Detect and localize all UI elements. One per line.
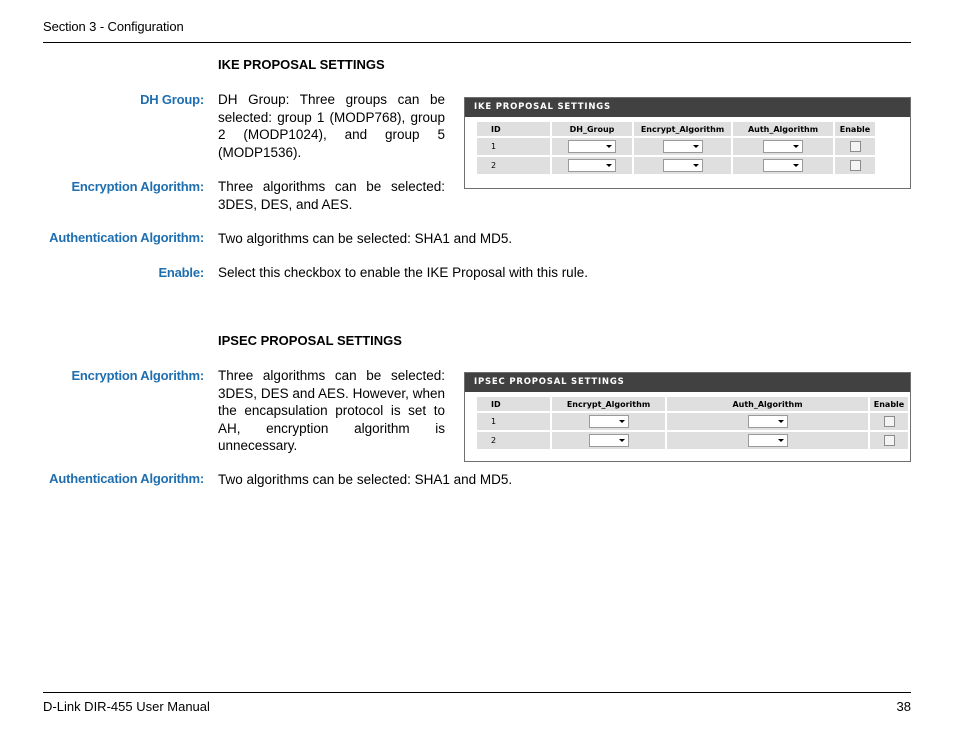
row-id: 2: [477, 432, 550, 449]
chevron-down-icon: [778, 439, 784, 442]
footer-rule: [43, 692, 911, 693]
chevron-down-icon: [619, 439, 625, 442]
col-dh-group: DH_Group: [552, 122, 632, 136]
ike-authentication-label: Authentication Algorithm:: [49, 230, 204, 245]
page-number: 38: [896, 699, 911, 714]
ipsec-authentication-label: Authentication Algorithm:: [49, 471, 204, 486]
ike-proposal-panel: [464, 97, 911, 189]
col-auth-algorithm: Auth_Algorithm: [733, 122, 833, 136]
col-encrypt-algorithm: Encrypt_Algorithm: [552, 397, 665, 411]
auth-algorithm-select[interactable]: [748, 415, 788, 428]
dh-group-description: DH Group: Three groups can be selected: group 1 (MODP768), group 2 (MODP1024), and group 5 (MODP1536).: [218, 92, 445, 160]
enable-label: Enable:: [158, 265, 204, 280]
row-id: 1: [477, 413, 550, 430]
table-row: [477, 413, 908, 430]
chevron-down-icon: [606, 145, 612, 148]
ipsec-encryption-description: Three algorithms can be selected: 3DES, DES and AES. However, when the encapsulation protocol is set to AH, encryption algorithm is unnecessary.: [218, 368, 445, 453]
col-id: ID: [477, 122, 550, 136]
section-header: Section 3 - Configuration: [43, 19, 184, 34]
col-id: ID: [477, 397, 550, 411]
encrypt-algorithm-select[interactable]: [663, 140, 703, 153]
col-encrypt-algorithm: Encrypt_Algorithm: [634, 122, 731, 136]
ike-proposal-table: [475, 120, 877, 176]
chevron-down-icon: [606, 164, 612, 167]
table-row: [477, 432, 908, 449]
col-auth-algorithm: Auth_Algorithm: [667, 397, 868, 411]
ipsec-proposal-table: [475, 395, 910, 451]
table-row: [477, 157, 875, 174]
col-enable: Enable: [870, 397, 908, 411]
encrypt-algorithm-select[interactable]: [663, 159, 703, 172]
enable-description: Select this checkbox to enable the IKE Proposal with this rule.: [218, 265, 588, 280]
ike-encryption-label: Encryption Algorithm:: [71, 179, 204, 194]
dh-group-select[interactable]: [568, 159, 616, 172]
auth-algorithm-select[interactable]: [748, 434, 788, 447]
row-id: 1: [477, 138, 550, 155]
encrypt-algorithm-select[interactable]: [589, 415, 629, 428]
enable-checkbox[interactable]: [884, 435, 895, 446]
col-enable: Enable: [835, 122, 875, 136]
ike-panel-title: IKE PROPOSAL SETTINGS: [465, 98, 910, 117]
dh-group-label: DH Group:: [140, 92, 204, 107]
table-row: [477, 138, 875, 155]
auth-algorithm-select[interactable]: [763, 140, 803, 153]
chevron-down-icon: [693, 164, 699, 167]
ike-authentication-description: Two algorithms can be selected: SHA1 and MD5.: [218, 231, 513, 246]
chevron-down-icon: [693, 145, 699, 148]
ipsec-encryption-label: Encryption Algorithm:: [71, 368, 204, 383]
ipsec-proposal-panel: [464, 372, 911, 462]
enable-checkbox[interactable]: [850, 160, 861, 171]
row-id: 2: [477, 157, 550, 174]
chevron-down-icon: [793, 164, 799, 167]
chevron-down-icon: [793, 145, 799, 148]
header-rule: [43, 42, 911, 43]
footer-manual-title: D-Link DIR-455 User Manual: [43, 699, 210, 714]
ipsec-section-title: IPSEC PROPOSAL SETTINGS: [218, 333, 402, 348]
ike-section-title: IKE PROPOSAL SETTINGS: [218, 57, 385, 72]
dh-group-select[interactable]: [568, 140, 616, 153]
encrypt-algorithm-select[interactable]: [589, 434, 629, 447]
ipsec-panel-title: IPSEC PROPOSAL SETTINGS: [465, 373, 910, 392]
chevron-down-icon: [778, 420, 784, 423]
enable-checkbox[interactable]: [850, 141, 861, 152]
ipsec-authentication-description: Two algorithms can be selected: SHA1 and MD5.: [218, 472, 513, 487]
auth-algorithm-select[interactable]: [763, 159, 803, 172]
enable-checkbox[interactable]: [884, 416, 895, 427]
chevron-down-icon: [619, 420, 625, 423]
ike-encryption-description: Three algorithms can be selected: 3DES, DES, and AES.: [218, 179, 445, 212]
